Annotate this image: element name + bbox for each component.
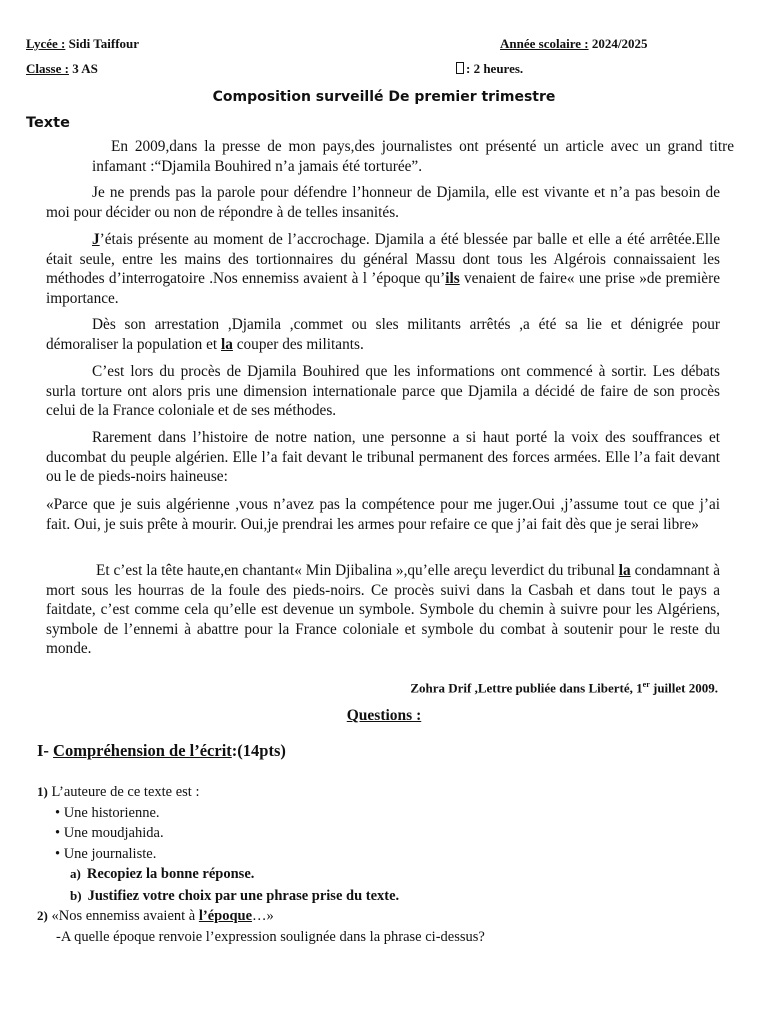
classe-label: Classe : bbox=[26, 61, 69, 76]
lycee-value: Sidi Taiffour bbox=[68, 36, 140, 51]
paragraph-3 bbox=[46, 230, 720, 308]
paragraph-8-part-b: condamnant à mort sous les hourras de la foule des pieds-noirs. Ce procès suivi dans la Casbah et dans tout le pays a faitdate, c’est comme cela qu’elle est devenue un symbole. Symbole du chemin à suivre pour les Algériens, symbole de l’ennemi à abattre pour la France coloniale et symbole du combat à soutenir pour le reste du monde. bbox=[46, 562, 721, 658]
option-1-text: Une historienne. bbox=[63, 805, 160, 821]
word-la-1: la bbox=[221, 335, 233, 353]
lycee-line bbox=[26, 36, 139, 52]
paragraph-3-part-b: venaient de faire« une prise »de première importance. bbox=[46, 270, 720, 307]
question-2-number: 2) bbox=[37, 908, 48, 923]
option-3-text: Une journaliste. bbox=[63, 846, 157, 862]
question-2-prompt: -A quelle époque renvoie l’expression soulignée dans la phrase ci-dessus? bbox=[56, 929, 485, 945]
texte-heading: Texte bbox=[26, 115, 70, 131]
question-1 bbox=[37, 784, 200, 801]
paragraph-4 bbox=[46, 315, 720, 354]
paragraph-4-part-a: Dès son arrestation ,Djamila ,commet ou sles militants arrêtés ,a été sa lie et dénigrée pour démoraliser la population et bbox=[46, 316, 720, 353]
paragraph-8-part-a: Et c’est la tête haute,en chantant« Min Djibalina »,qu’elle areçu leverdict du tribunal bbox=[96, 562, 619, 579]
paragraph-8 bbox=[46, 561, 720, 659]
word-la-2: la bbox=[618, 562, 631, 579]
subquestion-a bbox=[70, 866, 254, 883]
question-1-text: L’auteure de ce texte est : bbox=[51, 784, 200, 800]
question-2-quote-start: «Nos ennemiss avaient à bbox=[51, 908, 199, 924]
paragraph-2: Je ne prends pas la parole pour défendre l’honneur de Djamila, elle est vivante et n’a pas besoin de moi pour décider ou non de répondre à de telles insanités. bbox=[46, 184, 720, 221]
duree-line bbox=[456, 61, 523, 77]
page-title: Composition surveillé De premier trimestre bbox=[212, 89, 556, 105]
first-letter-j: J bbox=[92, 231, 100, 248]
classe-line bbox=[26, 61, 98, 77]
source-date-end: juillet 2009. bbox=[649, 680, 718, 696]
subquestion-b bbox=[70, 888, 399, 905]
duree-value: : 2 heures. bbox=[466, 61, 524, 76]
subquestion-b-label: b) bbox=[70, 888, 82, 903]
option-1: • Une historienne. bbox=[55, 805, 160, 821]
annee-line bbox=[500, 36, 647, 52]
question-1-number: 1) bbox=[37, 784, 48, 799]
paragraph-1: En 2009,dans la presse de mon pays,des journalistes ont présenté un article avec un grand titre infamant :“Djamila Bouhired n’a jamais été torturée”. bbox=[92, 138, 734, 175]
option-3: • Une journaliste. bbox=[55, 846, 157, 862]
source-sup: er bbox=[642, 680, 650, 689]
subquestion-a-label: a) bbox=[70, 866, 81, 881]
section-1-prefix: I- bbox=[37, 741, 54, 760]
lycee-label: Lycée : bbox=[26, 36, 66, 51]
question-2 bbox=[37, 908, 274, 925]
option-2: • Une moudjahida. bbox=[55, 825, 164, 841]
source-text: Zohra Drif ,Lettre publiée dans Liberté, 1 bbox=[410, 680, 643, 696]
clock-icon bbox=[456, 62, 464, 74]
question-2-quote-end: …» bbox=[252, 908, 274, 924]
option-2-text: Une moudjahida. bbox=[63, 825, 164, 841]
paragraph-5: C’est lors du procès de Djamila Bouhired que les informations ont commencé à sortir. Les débats surla torture ont alors pris une dimension internationale parce que Djamila a décidé de faire de son procès celui de la France coloniale et de ses méthodes. bbox=[46, 363, 720, 420]
section-1-title: Compréhension de l’écrit bbox=[53, 741, 232, 760]
subquestion-b-text: Justifiez votre choix par une phrase prise du texte. bbox=[87, 888, 400, 904]
paragraph-6: Rarement dans l’histoire de notre nation, une personne a si haut porté la voix des souffrances et ducombat du peuple algérien. Elle l’a fait devant le tribunal permanent des forces armées. Elle l’a fait devant ou le de pieds-noirs haineuse: bbox=[46, 429, 720, 486]
questions-heading: Questions : bbox=[346, 707, 422, 724]
question-2-underlined-term: l’époque bbox=[198, 908, 253, 924]
word-ils: ils bbox=[445, 270, 460, 288]
section-1-points: :(14pts) bbox=[231, 741, 286, 760]
classe-value: 3 AS bbox=[72, 61, 98, 76]
section-1-heading bbox=[37, 741, 286, 761]
subquestion-a-text: Recopiez la bonne réponse. bbox=[86, 866, 255, 882]
paragraph-7: «Parce que je suis algérienne ,vous n’avez pas la compétence pour me juger.Oui ,j’assume tout ce que j’ai fait. Oui, je suis prête à mourir. Oui,je prendrai les armes pour refaire ce que j’ai fait dès que je serai libre» bbox=[46, 496, 720, 533]
paragraph-3-part-a: ’étais présente au moment de l’accrochage. Djamila a été blessée par balle et elle a été arrêtée.Elle était seule, entre les mains des tortionnaires du général Massu dont tous les Algérois connaissaient les méthodes d’interrogatoire .Nos ennemiss avaient à l ’époque qu’ bbox=[46, 231, 720, 288]
annee-label: Année scolaire : bbox=[500, 36, 589, 51]
source-citation bbox=[410, 680, 718, 696]
annee-value: 2024/2025 bbox=[591, 36, 648, 51]
paragraph-4-part-b: couper des militants. bbox=[232, 335, 364, 353]
